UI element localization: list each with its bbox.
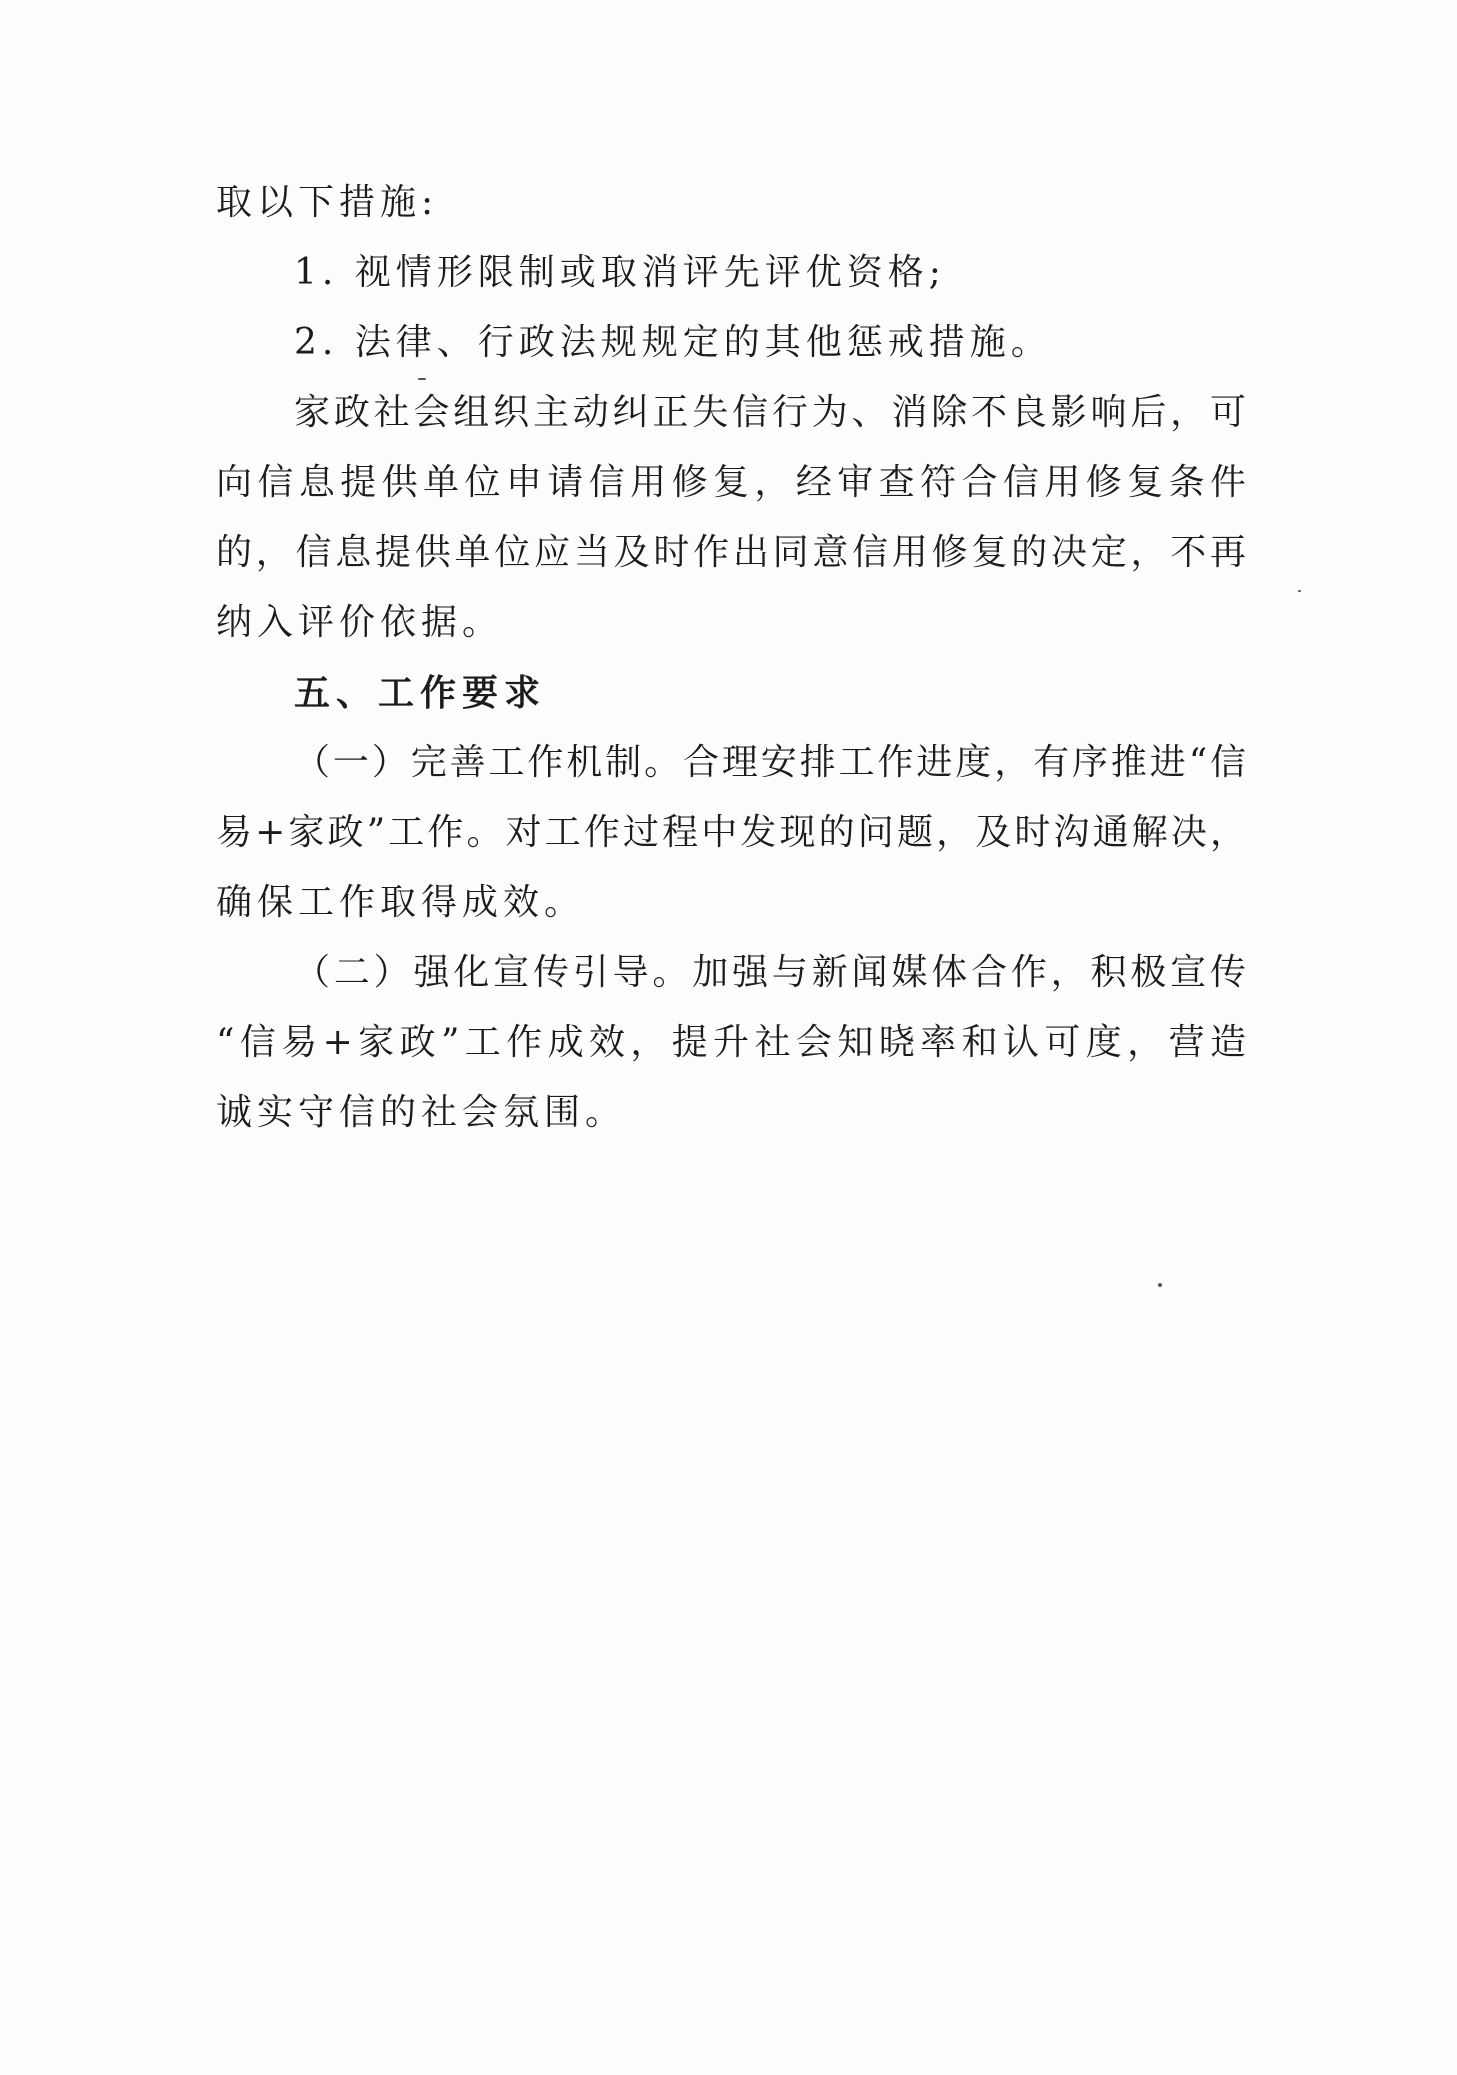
scan-speck (418, 378, 426, 380)
section-heading: 五、工作要求 (294, 672, 547, 714)
text-line-9: （一）完善工作机制。合理安排工作进度，有序推进“信 (294, 742, 1246, 783)
text-line-12: （二）强化宣传引导。加强与新闻媒体合作，积极宣传 (294, 952, 1246, 993)
text-line-5: 向信息提供单位申请信用修复，经审查符合信用修复条件 (216, 462, 1246, 503)
text-line-4: 家政社会组织主动纠正失信行为、消除不良影响后，可 (294, 392, 1246, 433)
text-line-7: 纳入评价依据。 (216, 602, 504, 643)
document-body (216, 168, 1246, 1148)
text-line-3: 2. 法律、行政法规规定的其他惩戒措施。 (294, 322, 1052, 363)
scan-speck (1298, 590, 1301, 592)
text-line-6: 的，信息提供单位应当及时作出同意信用修复的决定，不再 (216, 532, 1246, 573)
text-line-2: 1. 视情形限制或取消评先评优资格; (294, 252, 946, 293)
scan-speck (1158, 1283, 1162, 1287)
text-line-13: “信易+家政”工作成效，提升社会知晓率和认可度，营造 (216, 1022, 1246, 1063)
text-line-10: 易+家政”工作。对工作过程中发现的问题，及时沟通解决， (216, 812, 1246, 853)
text-line-14: 诚实守信的社会氛围。 (216, 1092, 627, 1133)
text-line-11: 确保工作取得成效。 (216, 882, 586, 923)
text-line-1: 取以下措施: (216, 182, 439, 223)
